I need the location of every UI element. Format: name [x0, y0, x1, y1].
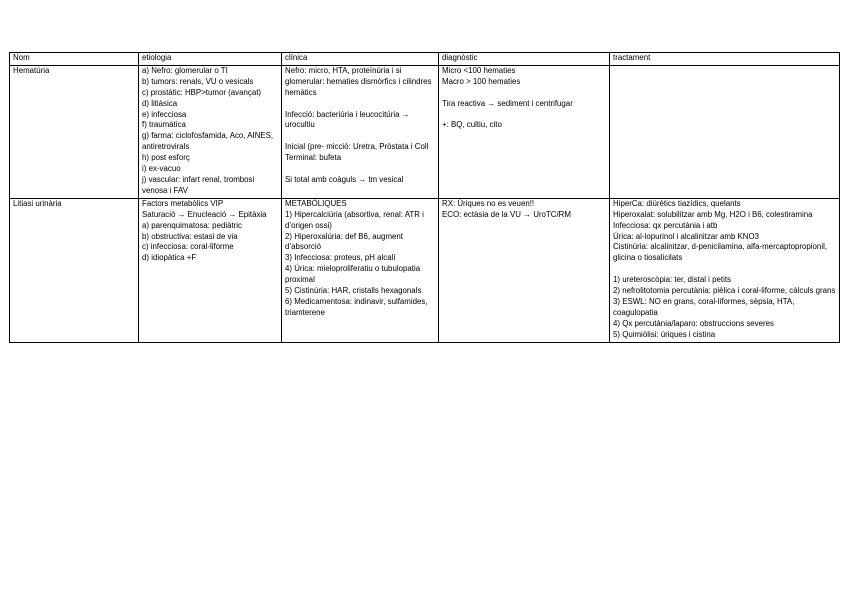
cell-line: a) Nefro: glomerular o TI	[142, 65, 228, 75]
spacer	[442, 88, 606, 99]
header-tractament: tractament	[610, 53, 840, 66]
cell-line: 2) Hiperoxalúria: def B6, augment d’absorció	[285, 231, 406, 252]
cell-line: 1) ureteroscòpia: ter, distal i petits	[613, 275, 731, 285]
cell-line: j) vascular: infart renal, trombosi venosa i FAV	[142, 174, 257, 195]
spacer	[613, 264, 836, 275]
cell-line: Si total amb coàguls → tm vesical	[285, 174, 404, 184]
table-row	[10, 65, 840, 198]
table-header-row	[10, 53, 840, 66]
cell-line: 4) Úrica: mieloproliferatiu o tubulopatia proximal	[285, 264, 423, 285]
cell-line: Inicial (pre- micció: Uretra, Pròstata i Coll	[285, 142, 429, 152]
cell-line: Cistinúria: alcalinitzar, d-penicilamina, alfa-mercaptopropionil, glicina o tiosalicilats	[613, 242, 830, 263]
clinica-cell	[282, 198, 439, 342]
diagnostic-cell	[439, 65, 610, 198]
row-name: Litiasi urinària	[10, 198, 139, 342]
header-etiologia: etiologia	[139, 53, 282, 66]
cell-line: d) idiopàtica +F	[142, 253, 197, 263]
cell-line: e) infecciosa	[142, 109, 187, 119]
cell-line: c) infecciosa: coral-liforme	[142, 242, 234, 252]
tractament-cell	[610, 65, 840, 198]
cell-line: 5) Quimiòlisi: úriques i cistina	[613, 329, 716, 339]
header-diagnostic: diagnòstic	[439, 53, 610, 66]
summary-table	[9, 52, 840, 343]
cell-line: 3) Infecciosa: proteus, pH alcalí	[285, 253, 396, 263]
tractament-cell	[610, 198, 840, 342]
cell-line: i) ex-vacuo	[142, 164, 181, 174]
clinica-cell	[282, 65, 439, 198]
cell-line: Macro > 100 hematies	[442, 76, 521, 86]
spacer	[285, 99, 435, 110]
cell-line: 3) ESWL: NO en grans, coral-liformes, sèpsia, HTA, coagulopatia	[613, 296, 797, 317]
cell-line: b) obstructiva: estasi de via	[142, 231, 238, 241]
spacer	[285, 131, 435, 142]
cell-line: h) post esforç	[142, 153, 190, 163]
etiologia-cell	[139, 198, 282, 342]
cell-line: c) prostàtic: HBP>tumor (avançat)	[142, 87, 262, 97]
cell-line: HiperCa: diürètics tiazídics, quelants	[613, 198, 741, 208]
cell-line: 2) nefrolitotomia percutània: pièlica i coral-liforme, càlculs grans	[613, 286, 836, 296]
cell-line: f) traumàtica	[142, 120, 186, 130]
header-nom: Nom	[10, 53, 139, 66]
cell-line: Micro <100 hematies	[442, 65, 516, 75]
cell-line: Infecciosa: qx percutània i atb	[613, 220, 718, 230]
row-name: Hematúria	[10, 65, 139, 198]
cell-line: +: BQ, cultiu, cito	[442, 120, 502, 130]
cell-line: 1) Hipercalciúria (absortiva, renal: ATR i d’origen ossi)	[285, 209, 427, 230]
cell-line: Infecció: bacteriúria i leucocitúria → urocultiu	[285, 109, 412, 130]
cell-line: Hiperoxalat: solubilitzar amb Mg, H2O i B6, colestiramina	[613, 209, 813, 219]
spacer	[285, 164, 435, 175]
cell-line: Terminal: bufeta	[285, 153, 342, 163]
cell-line: Tira reactiva → sediment i centrifugar	[442, 98, 573, 108]
spacer	[442, 110, 606, 121]
cell-line: Nefro: micro, HTA, proteïnúria i si glomerular: hematies dismòrfics i cilindres hemàtics	[285, 65, 434, 97]
diagnostic-cell	[439, 198, 610, 342]
cell-line: ECO: ectàsia de la VU → UroTC/RM	[442, 209, 571, 219]
cell-line: Factors metabòlics VIP	[142, 198, 224, 208]
cell-line: 6) Medicamentosa: indinavir, sulfamides, triamterene	[285, 296, 430, 317]
cell-line: Saturació → Enucleació → Epitàxia	[142, 209, 267, 219]
header-clinica: clínica	[282, 53, 439, 66]
cell-line: Úrica: al-lopurinol i alcalinitzar amb KNO3	[613, 231, 760, 241]
table-row	[10, 198, 840, 342]
cell-line: 5) Cistinúria: HAR, cristalls hexagonals	[285, 286, 422, 296]
cell-line: 4) Qx percutània/laparo: obstruccions severes	[613, 318, 774, 328]
cell-line: b) tumors: renals, VU o vesicals	[142, 76, 254, 86]
cell-line: g) farma: ciclofosfamida, Aco, AINES, antiretrovirals	[142, 131, 276, 152]
etiologia-cell	[139, 65, 282, 198]
cell-line: d) litiàsica	[142, 98, 178, 108]
cell-line: a) parenquimatosa: pediàtric	[142, 220, 243, 230]
cell-line: RX: Úriques no es veuen!!	[442, 198, 535, 208]
cell-line: METABÒLIQUES	[285, 198, 347, 208]
